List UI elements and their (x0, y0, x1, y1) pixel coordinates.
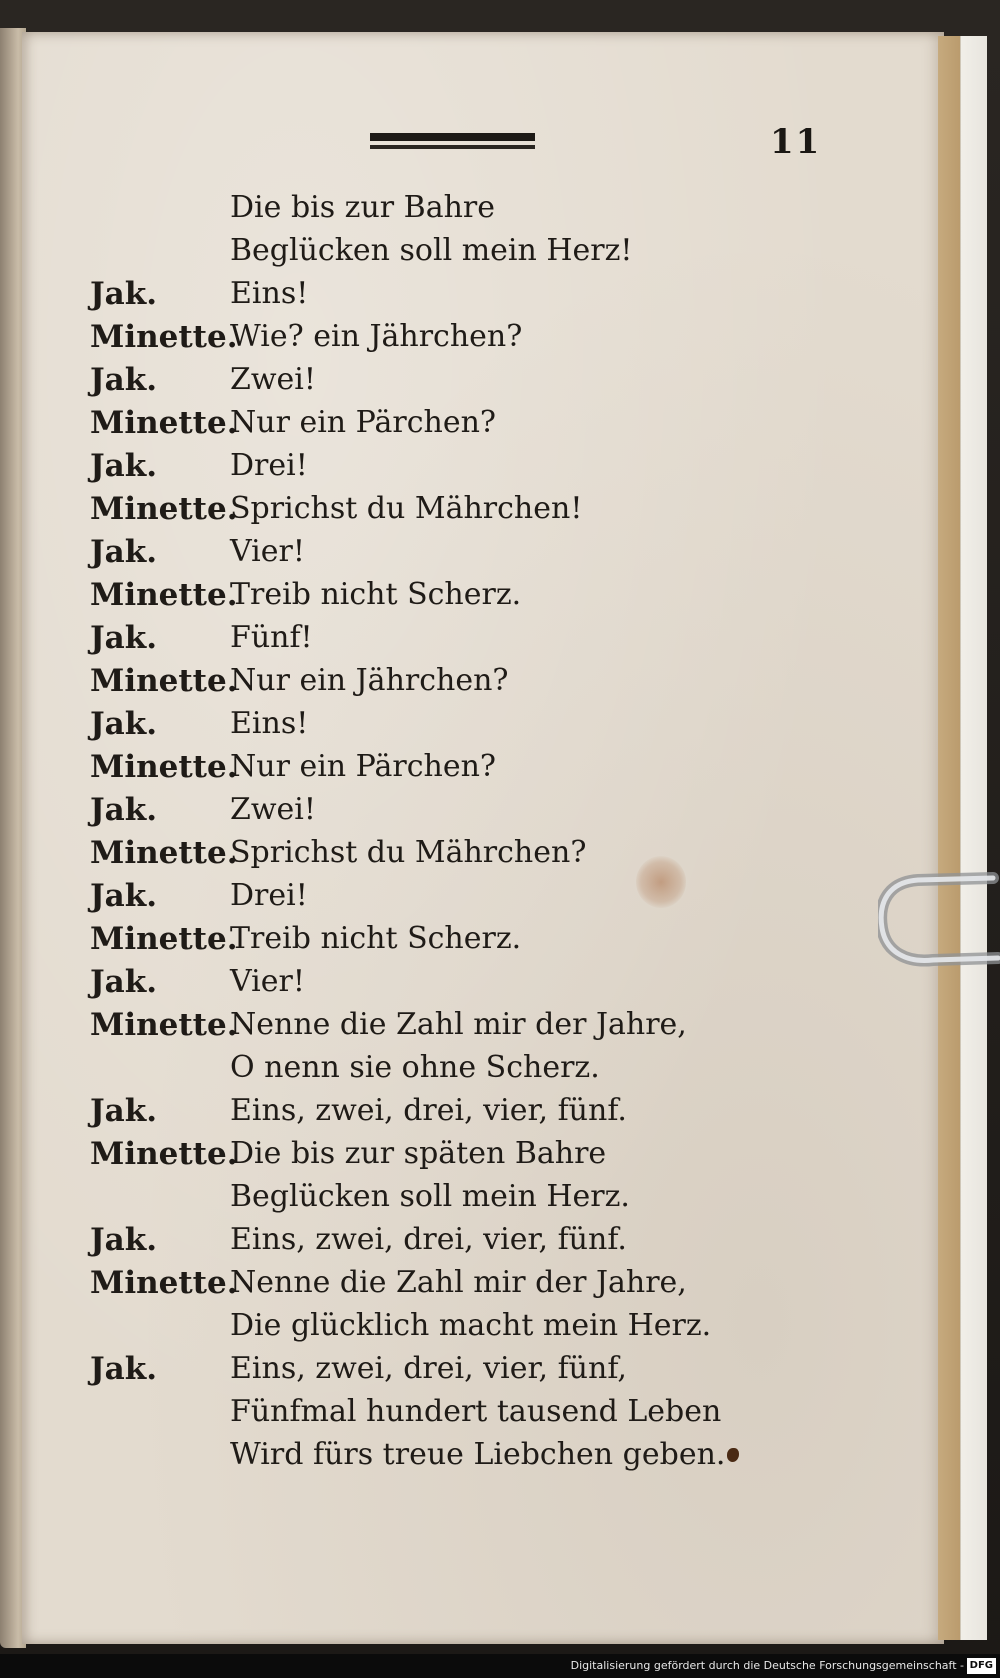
text-line (90, 319, 790, 362)
line-text: O nenn sie ohne Scherz. (230, 1050, 600, 1085)
speaker-name: Minette. (90, 663, 238, 699)
speaker-name: Minette. (90, 1136, 238, 1172)
text-line (90, 921, 790, 964)
speaker-name: Minette. (90, 835, 238, 871)
plastic-clip-icon (878, 868, 1000, 978)
digitization-footer (0, 1654, 1000, 1678)
speaker-name: Jak. (90, 792, 158, 828)
speaker-name: Minette. (90, 1007, 238, 1043)
text-line (90, 1007, 790, 1050)
speaker-name: Jak. (90, 1222, 158, 1258)
line-text: Eins, zwei, drei, vier, fünf, (230, 1351, 627, 1386)
line-text: Fünfmal hundert tausend Leben (230, 1394, 722, 1429)
text-line (90, 835, 790, 878)
paper-edge (960, 36, 987, 1640)
line-text: Sprichst du Mährchen? (230, 835, 587, 870)
text-line (90, 620, 790, 663)
dfg-logo: DFG (967, 1658, 996, 1674)
line-text: Nur ein Jährchen? (230, 663, 509, 698)
line-text: Zwei! (230, 362, 316, 397)
line-text: Eins! (230, 706, 309, 741)
text-line (90, 749, 790, 792)
text-line (90, 1222, 790, 1265)
speaker-name: Minette. (90, 319, 238, 355)
text-line (90, 276, 790, 319)
text-line (90, 878, 790, 921)
speaker-name: Jak. (90, 362, 158, 398)
line-text: Drei! (230, 448, 308, 483)
line-text: Vier! (230, 534, 305, 569)
speaker-name: Jak. (90, 1351, 158, 1387)
speaker-name: Jak. (90, 964, 158, 1000)
text-line (90, 1179, 790, 1222)
text-line (90, 405, 790, 448)
text-line (90, 1437, 790, 1480)
footer-credit: Digitalisierung gefördert durch die Deutsche Forschungsgemeinschaft - (570, 1659, 964, 1672)
text-line (90, 1265, 790, 1308)
text-line (90, 1093, 790, 1136)
speaker-name: Jak. (90, 1093, 158, 1129)
line-text: Fünf! (230, 620, 313, 655)
text-line (90, 1136, 790, 1179)
speaker-name: Minette. (90, 921, 238, 957)
line-text: Nenne die Zahl mir der Jahre, (230, 1265, 687, 1300)
page-number: 11 (770, 122, 822, 162)
line-text: Die bis zur Bahre (230, 190, 496, 225)
line-text: Die glücklich macht mein Herz. (230, 1308, 712, 1343)
line-text: Beglücken soll mein Herz! (230, 233, 633, 268)
text-line (90, 491, 790, 534)
speaker-name: Minette. (90, 1265, 238, 1301)
line-text: Sprichst du Mährchen! (230, 491, 583, 526)
speaker-name: Jak. (90, 534, 158, 570)
text-line (90, 448, 790, 491)
line-text: Treib nicht Scherz. (230, 577, 522, 612)
text-line (90, 1394, 790, 1437)
speaker-name: Minette. (90, 491, 238, 527)
text-line (90, 792, 790, 835)
line-text: Zwei! (230, 792, 316, 827)
speaker-name: Jak. (90, 878, 158, 914)
speaker-name: Minette. (90, 749, 238, 785)
line-text: Nur ein Pärchen? (230, 405, 497, 440)
text-line (90, 663, 790, 706)
speaker-name: Jak. (90, 706, 158, 742)
header-rule-ornament (370, 133, 535, 155)
text-line (90, 362, 790, 405)
text-line (90, 1351, 790, 1394)
line-text: Vier! (230, 964, 305, 999)
line-text: Drei! (230, 878, 308, 913)
line-text: Wie? ein Jährchen? (230, 319, 523, 354)
dialogue-text (90, 190, 790, 1480)
line-text: Nenne die Zahl mir der Jahre, (230, 1007, 687, 1042)
text-line (90, 964, 790, 1007)
text-line (90, 706, 790, 749)
text-line (90, 233, 790, 276)
header-rule-thin (370, 145, 535, 149)
page-stack-edge (938, 36, 962, 1640)
speaker-name: Minette. (90, 577, 238, 613)
line-text: Eins, zwei, drei, vier, fünf. (230, 1093, 627, 1128)
line-text: Beglücken soll mein Herz. (230, 1179, 630, 1214)
text-line (90, 1050, 790, 1093)
text-line (90, 577, 790, 620)
speaker-name: Jak. (90, 448, 158, 484)
line-text: Eins! (230, 276, 309, 311)
speaker-name: Jak. (90, 620, 158, 656)
text-line (90, 1308, 790, 1351)
text-line (90, 534, 790, 577)
text-line (90, 190, 790, 233)
header-rule-thick (370, 133, 535, 141)
line-text: Eins, zwei, drei, vier, fünf. (230, 1222, 627, 1257)
line-text: Treib nicht Scherz. (230, 921, 522, 956)
line-text: Wird fürs treue Liebchen geben. (230, 1437, 726, 1472)
speaker-name: Minette. (90, 405, 238, 441)
speaker-name: Jak. (90, 276, 158, 312)
line-text: Die bis zur späten Bahre (230, 1136, 607, 1171)
line-text: Nur ein Pärchen? (230, 749, 497, 784)
